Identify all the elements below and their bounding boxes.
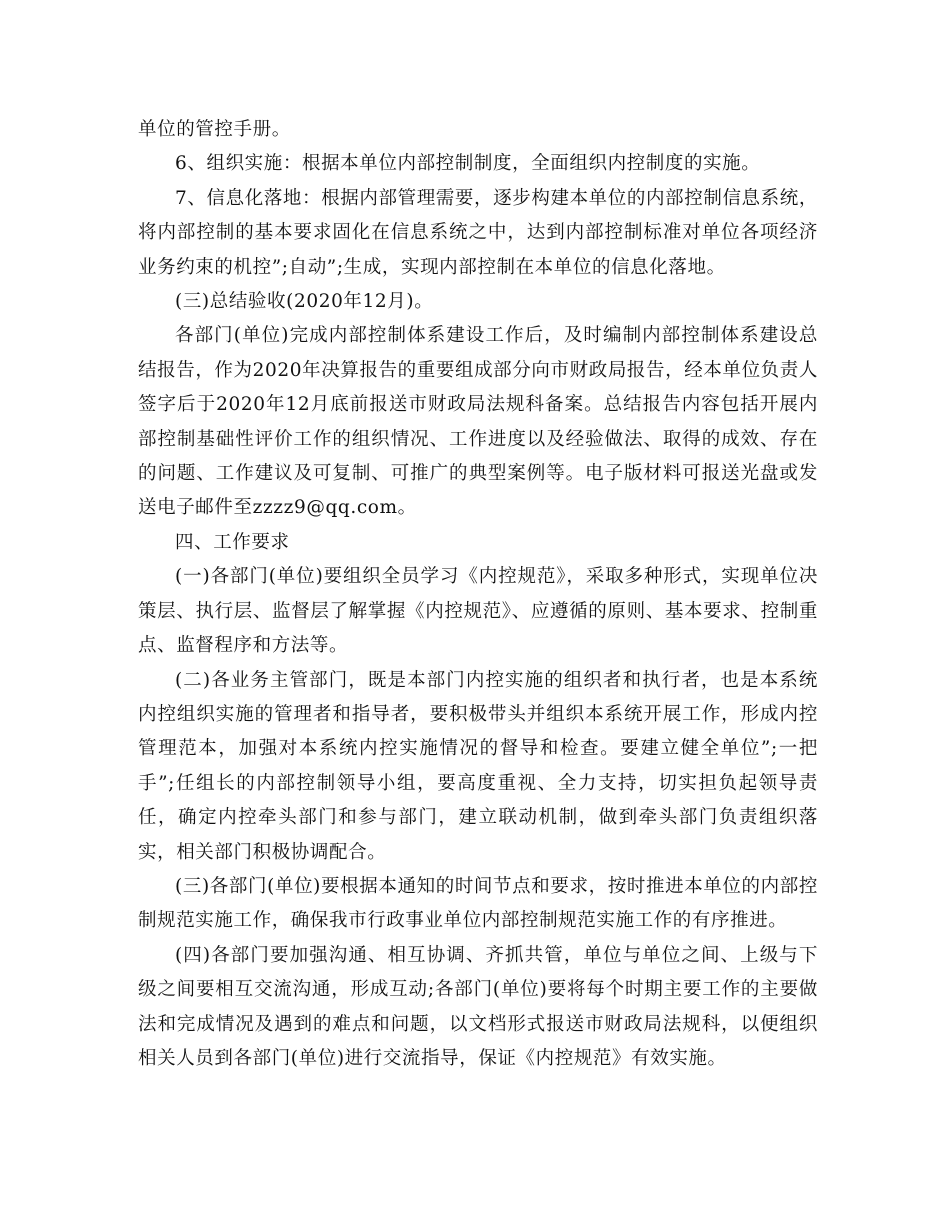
section-heading-work-requirements: 四、工作要求 [175,531,290,553]
paragraph-requirement-4: (四)各部门要加强沟通、相互协调、齐抓共管，单位与单位之间、上级与下级之间要相互交流沟通，形成互动;各部门(单位)要将每个时期主要工作的主要做法和完成情况及遇到的难点和问题，以文档形式报送市财政局法规科，以便组织相关人员到各部门(单位)进行交流指导，保证《内控规范》有效实施。 [138,944,818,1069]
paragraph-requirement-1: (一)各部门(单位)要组织全员学习《内控规范》，采取多种形式，实现单位决策层、执行层、监督层了解掌握《内控规范》、应遵循的原则、基本要求、控制重点、监督程序和方法等。 [138,566,818,657]
paragraph-item-7: 7、信息化落地：根据内部管理需要，逐步构建本单位的内部控制信息系统，将内部控制的基本要求固化在信息系统之中，达到内部控制标准对单位各项经济业务约束的机控”;自动”;生成，实现内部控制在本单位的信息化落地。 [138,187,818,278]
paragraph-requirement-3: (三)各部门(单位)要根据本通知的时间节点和要求，按时推进本单位的内部控制规范实施工作，确保我市行政事业单位内部控制规范实施工作的有序推进。 [138,875,818,932]
paragraph-requirement-2: (二)各业务主管部门，既是本部门内控实施的组织者和执行者，也是本系统内控组织实施的管理者和指导者，要积极带头并组织本系统开展工作，形成内控管理范本，加强对本系统内控实施情况的督导和检查。要建立健全单位”;一把手”;任组长的内部控制领导小组，要高度重视、全力支持，切实担负起领导责任，确定内控牵头部门和参与部门，建立联动机制，做到牵头部门负责组织落实，相关部门积极协调配合。 [138,669,818,863]
document-body [138,113,818,1076]
paragraph-item-6: 6、组织实施：根据本单位内部控制制度，全面组织内控制度的实施。 [175,153,761,175]
paragraph-summary-report: 各部门(单位)完成内部控制体系建设工作后，及时编制内部控制体系建设总结报告，作为2020年决算报告的重要组成部分向市财政局报告，经本单位负责人签字后于2020年12月底前报送市财政局法规科备案。总结报告内容包括开展内部控制基础性评价工作的组织情况、工作进度以及经验做法、取得的成效、存在的问题、工作建议及可复制、可推广的典型案例等。电子版材料可报送光盘或发送电子邮件至zzzz9@qq.com。 [138,325,818,519]
paragraph-manual-handbook: 单位的管控手册。 [138,119,291,140]
section-heading-summary-acceptance: (三)总结验收(2020年12月)。 [175,291,434,313]
